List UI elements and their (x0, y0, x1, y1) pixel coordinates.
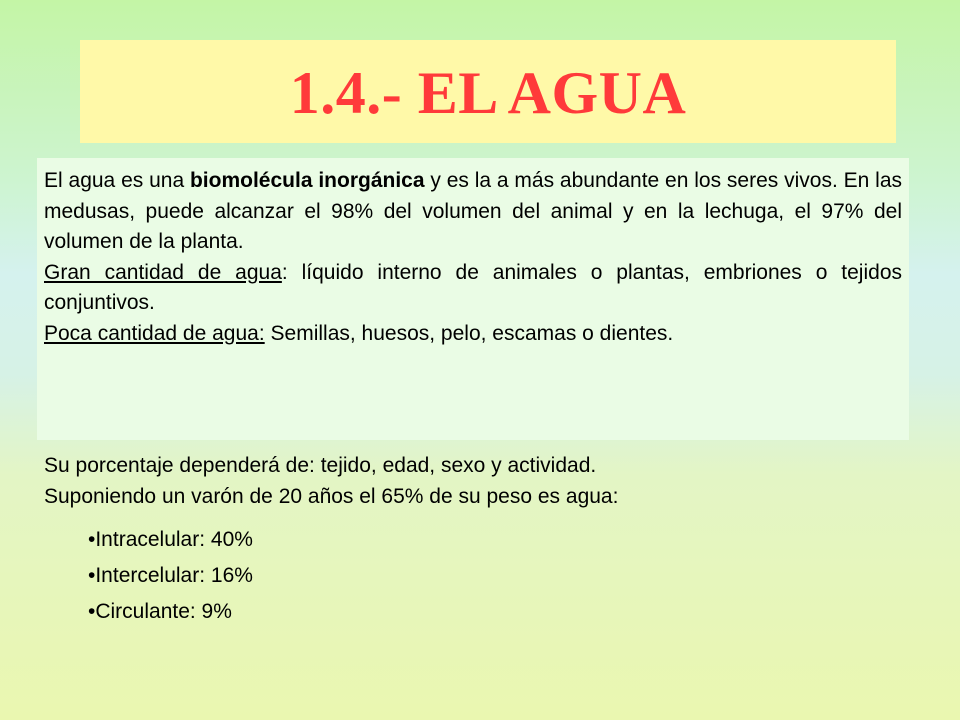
slide-title: 1.4.- EL AGUA (289, 60, 687, 126)
title-banner (80, 40, 896, 143)
main-content (44, 166, 902, 349)
list-item-intracelular: •Intracelular: 40% (88, 528, 253, 551)
intro-paragraph (44, 166, 902, 258)
intro-bold-term: biomolécula inorgánica (189, 169, 425, 192)
gran-label: Gran cantidad de agua (44, 260, 282, 284)
gran-paragraph (44, 258, 902, 319)
suponiendo-line: Suponiendo un varón de 20 años el 65% de su peso es agua: (44, 485, 619, 508)
water-distribution-list (88, 522, 253, 630)
poca-text: Semillas, huesos, pelo, escamas o dientes. (264, 321, 674, 345)
intro-text-start: El agua es una (44, 169, 190, 192)
list-item-intercelular: •Intercelular: 16% (88, 564, 253, 587)
poca-label: Poca cantidad de agua: (44, 321, 265, 345)
gran-text: : líquido interno de animales o plantas, embriones o tejidos conjuntivos. (44, 260, 902, 314)
poca-paragraph (44, 319, 902, 350)
porcentaje-line: Su porcentaje dependerá de: tejido, edad, sexo y actividad. (44, 454, 597, 477)
list-item-circulante: •Circulante: 9% (88, 600, 232, 623)
intro-text-end: y es la a más abundante en los seres vivos. En las medusas, puede alcanzar el 98% del volumen del animal y en la lechuga, el 97% del volumen de la planta. (44, 169, 902, 253)
